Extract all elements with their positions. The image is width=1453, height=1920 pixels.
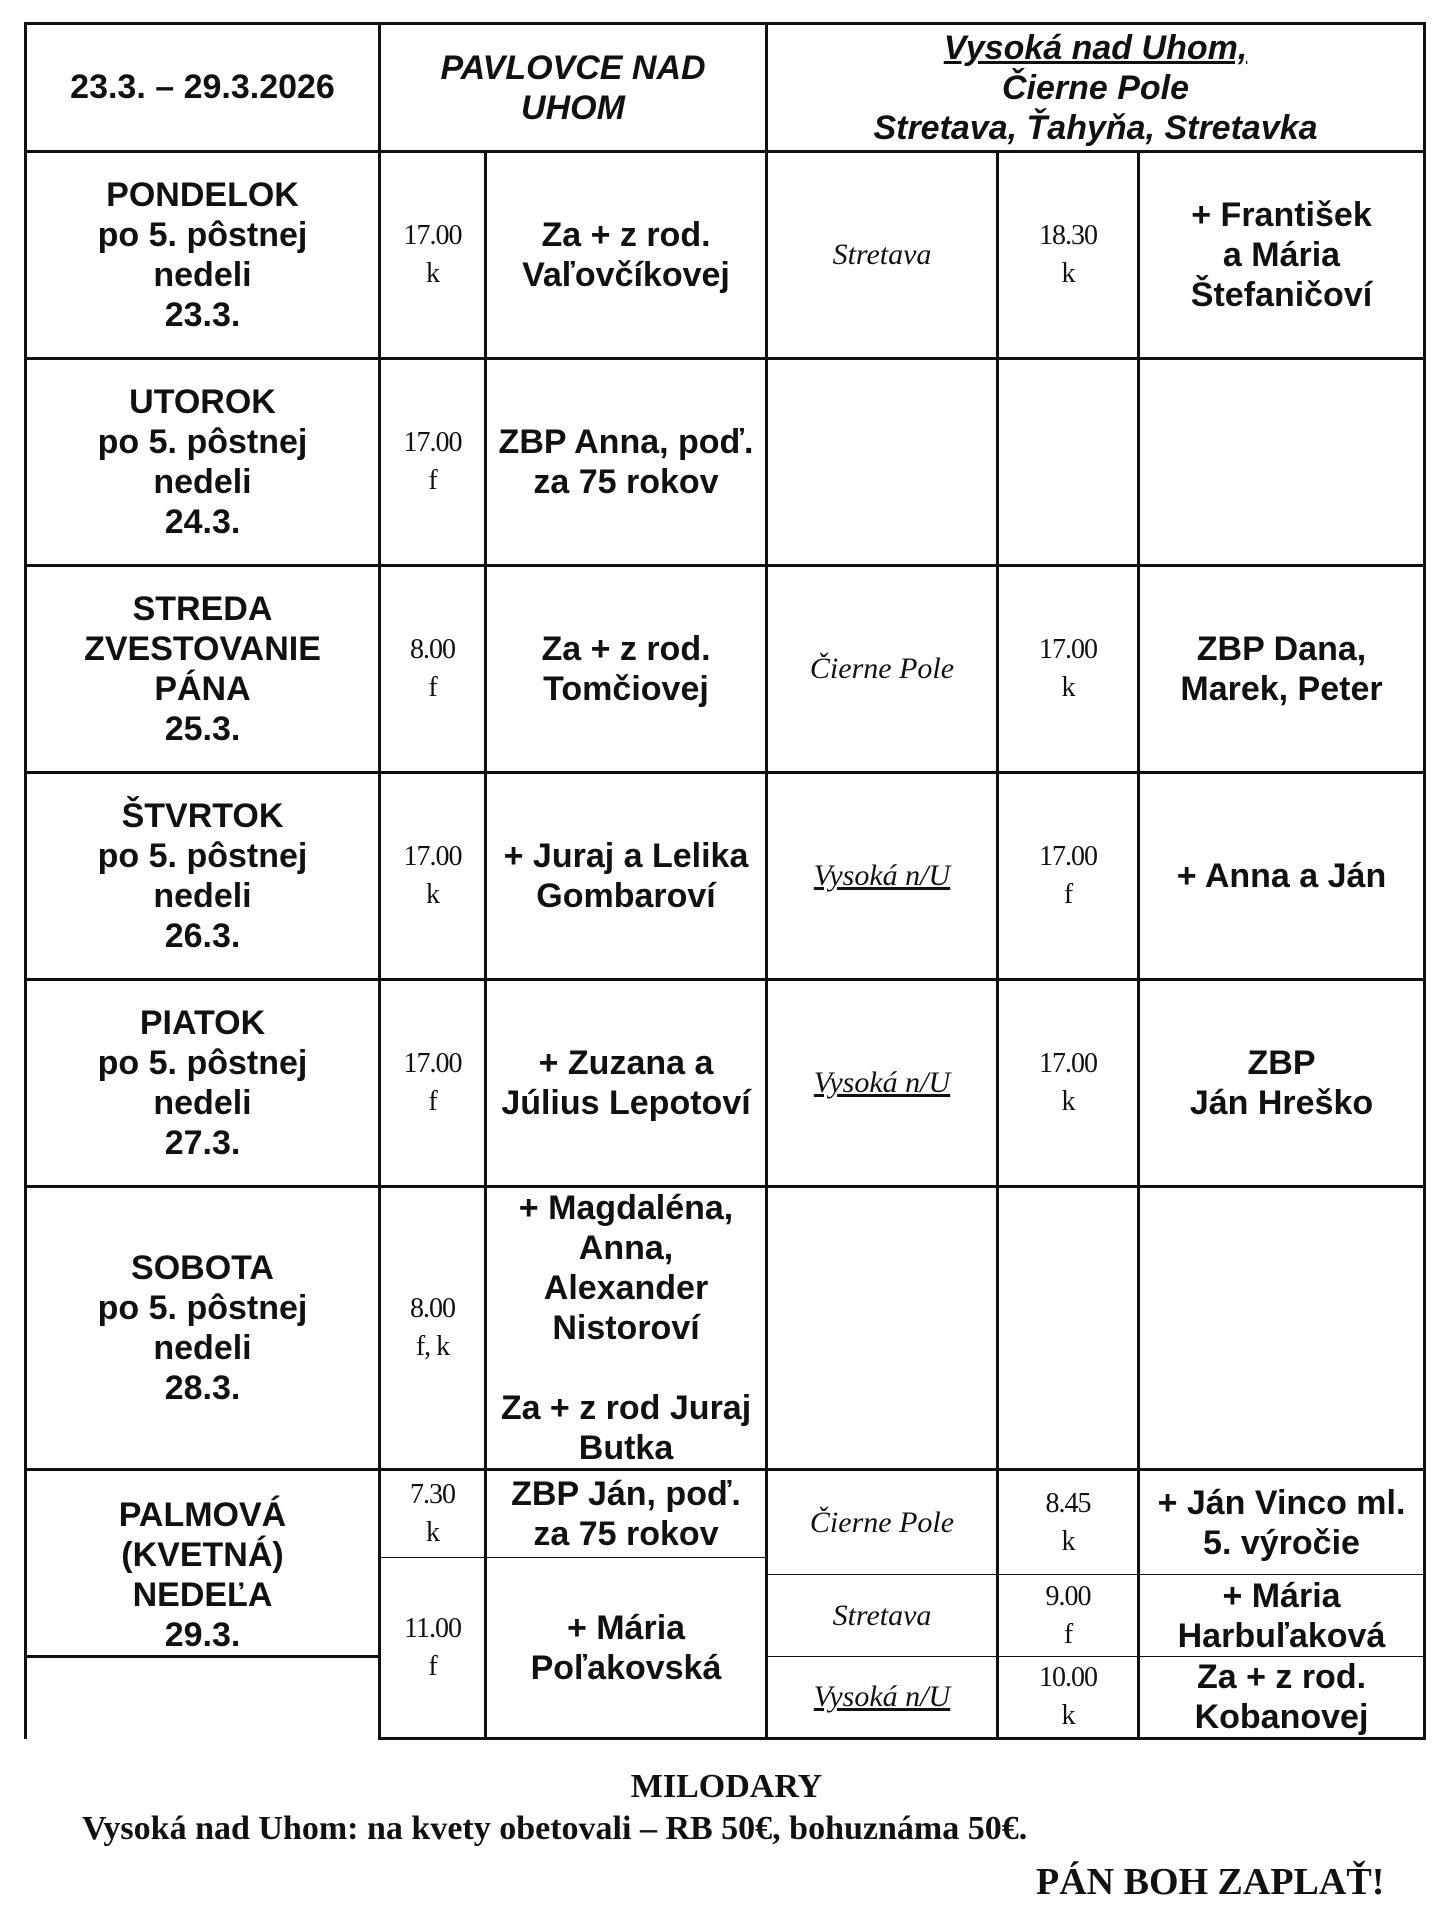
day-row-friday — [26, 980, 1425, 1187]
mass-time: 10.00 k — [998, 1657, 1139, 1739]
mass-time: 8.45 k — [998, 1470, 1139, 1575]
spacer-cell — [26, 1657, 380, 1739]
mass-location: Vysoká n/U — [767, 773, 998, 980]
header-row — [26, 24, 1425, 152]
mass-time: 11.00 f — [380, 1558, 486, 1739]
donations-line: Vysoká nad Uhom: na kvety obetovali – RB 50€, bohuznáma 50€. — [82, 1810, 1028, 1847]
mass-intention: ZBP Ján, poď. za 75 rokov — [486, 1470, 767, 1558]
mass-location: Stretava — [767, 152, 998, 359]
mass-time: 17.00 f — [380, 980, 486, 1187]
day-label: PONDELOK po 5. pôstnej nedeli 23.3. — [26, 152, 380, 359]
mass-intention: + Anna a Ján — [1139, 773, 1425, 980]
parish-vysoka-header: Vysoká nad Uhom, Čierne Pole Stretava, Ťahyňa, Stretavka — [767, 24, 1425, 152]
mass-intention: Za + z rod. Vaľovčíkovej — [486, 152, 767, 359]
mass-time: 17.00 k — [380, 773, 486, 980]
week-range: 23.3. – 29.3.2026 — [26, 24, 380, 152]
parish-pavlovce-header: PAVLOVCE NAD UHOM — [380, 24, 767, 152]
mass-location: Čierne Pole — [767, 566, 998, 773]
day-row-saturday — [26, 1187, 1425, 1470]
day-label: SOBOTA po 5. pôstnej nedeli 28.3. — [26, 1187, 380, 1470]
mass-intention: + František a Mária Štefaničoví — [1139, 152, 1425, 359]
day-label: PALMOVÁ (KVETNÁ) NEDEĽA 29.3. — [26, 1470, 380, 1657]
mass-intention: ZBP Ján Hreško — [1139, 980, 1425, 1187]
day-label: UTOROK po 5. pôstnej nedeli 24.3. — [26, 359, 380, 566]
mass-intention: + Magdaléna, Anna, Alexander Nistoroví Za + z rod Juraj Butka — [486, 1187, 767, 1470]
day-row-monday — [26, 152, 1425, 359]
mass-time: 18.30 k — [998, 152, 1139, 359]
mass-location: Vysoká n/U — [767, 1657, 998, 1739]
thanks-text: PÁN BOH ZAPLAŤ! — [1036, 1861, 1385, 1903]
mass-location: Čierne Pole — [767, 1470, 998, 1575]
mass-intention: ZBP Dana, Marek, Peter — [1139, 566, 1425, 773]
mass-schedule-table — [24, 22, 1426, 1740]
mass-intention: ZBP Anna, poď. za 75 rokov — [486, 359, 767, 566]
empty-cell — [1139, 359, 1425, 566]
mass-location: Stretava — [767, 1575, 998, 1657]
day-label: ŠTVRTOK po 5. pôstnej nedeli 26.3. — [26, 773, 380, 980]
day-row-tuesday — [26, 359, 1425, 566]
day-label: STREDA ZVESTOVANIE PÁNA 25.3. — [26, 566, 380, 773]
mass-time: 17.00 f — [380, 359, 486, 566]
empty-cell — [1139, 1187, 1425, 1470]
mass-intention: + Juraj a Lelika Gombaroví — [486, 773, 767, 980]
mass-intention: + Mária Harbuľaková — [1139, 1575, 1425, 1657]
mass-time: 8.00 f — [380, 566, 486, 773]
mass-time: 17.00 k — [998, 980, 1139, 1187]
day-row-wednesday — [26, 566, 1425, 773]
mass-time: 8.00 f, k — [380, 1187, 486, 1470]
empty-cell — [998, 1187, 1139, 1470]
day-row-sunday — [26, 1470, 1425, 1558]
mass-location: Vysoká n/U — [767, 980, 998, 1187]
mass-time: 9.00 f — [998, 1575, 1139, 1657]
mass-time: 17.00 k — [998, 566, 1139, 773]
mass-intention: + Zuzana a Július Lepotoví — [486, 980, 767, 1187]
mass-time: 7.30 k — [380, 1470, 486, 1558]
mass-intention: Za + z rod. Kobanovej — [1139, 1657, 1425, 1739]
empty-cell — [767, 359, 998, 566]
mass-time: 17.00 f — [998, 773, 1139, 980]
day-label: PIATOK po 5. pôstnej nedeli 27.3. — [26, 980, 380, 1187]
mass-intention: Za + z rod. Tomčiovej — [486, 566, 767, 773]
empty-cell — [767, 1187, 998, 1470]
mass-time: 17.00 k — [380, 152, 486, 359]
mass-intention: + Ján Vinco ml. 5. výročie — [1139, 1470, 1425, 1575]
day-row-thursday — [26, 773, 1425, 980]
mass-intention: + Mária Poľakovská — [486, 1558, 767, 1739]
donations-title: MILODARY — [630, 1768, 823, 1805]
empty-cell — [998, 359, 1139, 566]
